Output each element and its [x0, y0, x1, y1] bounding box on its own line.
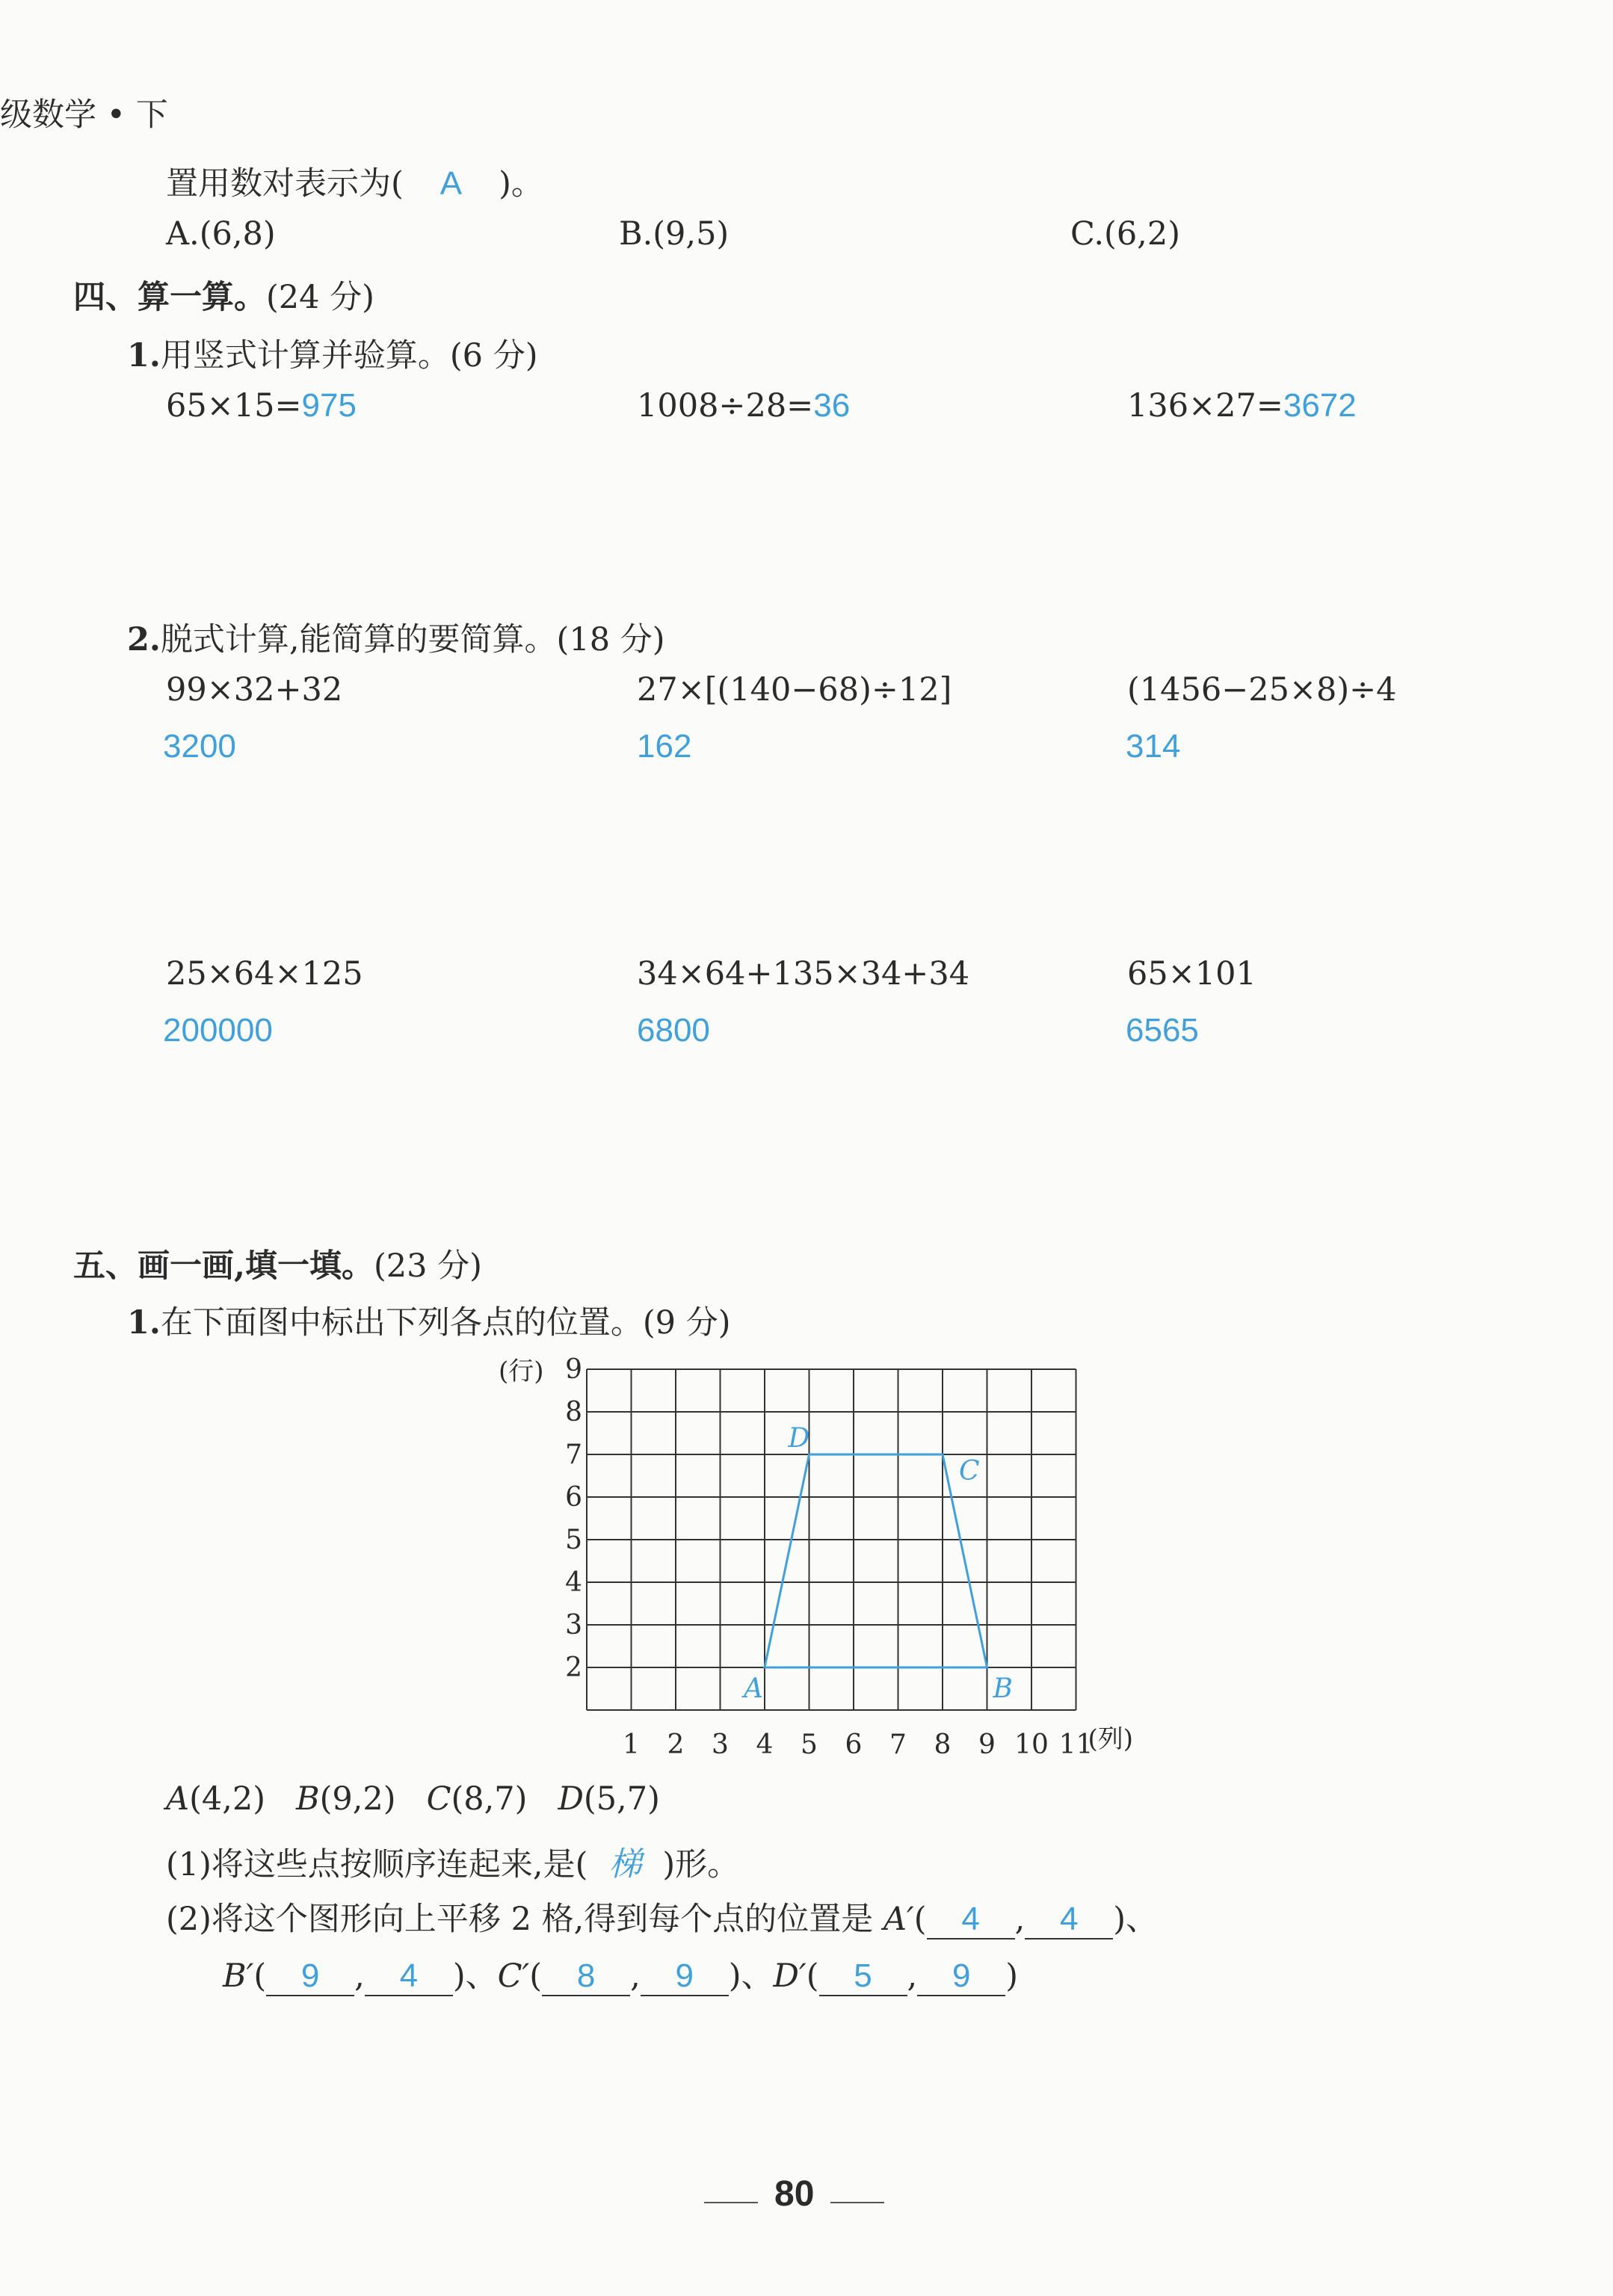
x-tick-label: 4: [756, 1729, 774, 1760]
prev-stem-right: )。: [499, 165, 543, 203]
grid-lines: [587, 1369, 1076, 1710]
y-tick-label: 7: [565, 1439, 582, 1470]
step-calc-answer-3: 314: [1126, 728, 1181, 765]
point-c-coord: (8,7): [451, 1780, 528, 1818]
point-label-a: A: [744, 1673, 763, 1704]
x-tick-label: 7: [889, 1729, 907, 1760]
s4-q1-title: 用竖式计算并验算。(6 分): [160, 337, 538, 374]
step-calc-expr-2: 27×[(140−68)÷12]: [637, 671, 952, 709]
point-a-coord: (4,2): [189, 1780, 265, 1818]
y-tick-labels: [565, 1354, 582, 1683]
section4-heading: [73, 272, 374, 318]
x-tick-labels: [623, 1729, 1093, 1760]
x-tick-label: 8: [934, 1729, 952, 1760]
prev-stem-left: 置用数对表示为(: [166, 165, 404, 203]
x-tick-label: 1: [623, 1729, 640, 1760]
point-b-coord: (9,2): [319, 1780, 396, 1818]
x-tick-label: 9: [978, 1729, 996, 1760]
s5-q1-heading: [127, 1297, 730, 1343]
sub-question-1: [166, 1837, 739, 1885]
point-a-name: A: [166, 1780, 190, 1818]
y-tick-label: 6: [565, 1482, 582, 1513]
x-tick-label: 2: [667, 1729, 685, 1760]
s4-q2-title: 脱式计算,能简算的要简算。(18 分): [160, 621, 665, 658]
point-label-d: D: [788, 1423, 810, 1454]
sub-question-2-line1: (2)将这个图形向上平移 2 格,得到每个点的位置是 A′( 4 , 4 )、: [166, 1901, 1159, 1938]
b-prime-x-blank: 9: [266, 1957, 354, 1996]
vertical-calc-3: [1127, 387, 1357, 425]
s5-q1-title: 在下面图中标出下列各点的位置。(9 分): [160, 1304, 731, 1342]
s4-q1-heading: [127, 330, 537, 376]
point-d-coord: (5,7): [583, 1780, 660, 1818]
step-calc-expr-6: 65×101: [1127, 955, 1256, 993]
option-a: A.(6,8): [166, 215, 276, 253]
y-tick-label: 8: [565, 1397, 582, 1428]
a-prime-label: A′: [883, 1901, 914, 1938]
c-prime-y-blank: 9: [641, 1957, 729, 1996]
x-axis-label: (列): [1088, 1724, 1134, 1754]
point-label-c: C: [959, 1456, 980, 1487]
trapezoid-outline: [765, 1454, 987, 1667]
step-calc-expr-5: 34×64+135×34+34: [637, 955, 970, 993]
calc-expr: 136×27=: [1127, 387, 1283, 425]
a-prime-x-blank: 4: [927, 1901, 1015, 1939]
step-calc-answer-6: 6565: [1126, 1012, 1199, 1049]
trapezoid-shape: [765, 1454, 987, 1667]
prev-question-stem: [166, 158, 543, 204]
point-d-name: D: [558, 1780, 584, 1818]
s4-q1-num: 1.: [127, 337, 161, 374]
c-prime-label: C′: [497, 1957, 530, 1995]
c-prime-x-blank: 8: [542, 1957, 630, 1996]
vertical-calc-2: [637, 387, 850, 425]
step-calc-answer-4: 200000: [163, 1012, 273, 1049]
y-axis-label: (行): [499, 1357, 544, 1386]
x-tick-label: 10: [1014, 1729, 1049, 1760]
y-tick-label: 3: [565, 1610, 582, 1641]
y-tick-label: 2: [565, 1652, 582, 1683]
y-tick-label: 5: [565, 1525, 582, 1555]
step-calc-answer-2: 162: [637, 728, 692, 765]
option-c: C.(6,2): [1070, 215, 1180, 253]
page-number: 80: [774, 2174, 815, 2214]
calc-expr: 65×15=: [166, 387, 302, 425]
sub1-answer: 梯: [608, 1845, 642, 1883]
s5-q1-num: 1.: [127, 1304, 161, 1342]
d-prime-label: D′: [773, 1957, 806, 1995]
vertical-calc-1: [166, 387, 357, 425]
running-header: 级数学 • 下: [0, 96, 168, 134]
b-prime-label: B′: [223, 1957, 254, 1995]
section5-heading: [73, 1241, 482, 1286]
prev-answer: A: [440, 165, 463, 202]
calc-answer: 36: [813, 387, 851, 424]
footer-dash-left: [704, 2202, 758, 2203]
calc-answer: 3672: [1283, 387, 1357, 424]
s4-q2-num: 2.: [127, 621, 161, 658]
step-calc-answer-1: 3200: [163, 728, 236, 765]
step-calc-expr-4: 25×64×125: [166, 955, 363, 993]
a-prime-y-blank: 4: [1025, 1901, 1113, 1939]
d-prime-y-blank: 9: [917, 1957, 1005, 1996]
point-c-name: C: [426, 1780, 451, 1818]
sub2-text: (2)将这个图形向上平移 2 格,得到每个点的位置是: [166, 1901, 874, 1938]
x-tick-label: 3: [712, 1729, 729, 1760]
b-prime-y-blank: 4: [365, 1957, 453, 1996]
x-tick-label: 11: [1058, 1729, 1094, 1760]
point-labels: [741, 1423, 1013, 1704]
sub-question-2-line2: B′( 9 , 4 )、C′( 8 , 9 )、D′( 5 , 9 ): [223, 1957, 1018, 1995]
section4-title: 四、算一算。: [73, 279, 266, 316]
footer-dash-right: [830, 2202, 884, 2203]
s4-q2-heading: [127, 614, 665, 660]
point-b-name: B: [296, 1780, 320, 1818]
points-coordinates: [166, 1780, 660, 1818]
sub1-left: (1)将这些点按顺序连起来,是(: [166, 1846, 588, 1883]
d-prime-x-blank: 5: [819, 1957, 907, 1996]
coordinate-grid: [478, 1345, 1151, 1764]
y-tick-label: 4: [565, 1567, 582, 1598]
x-tick-label: 5: [801, 1729, 818, 1760]
calc-answer: 975: [301, 387, 357, 424]
point-label-b: B: [993, 1673, 1013, 1704]
step-calc-expr-1: 99×32+32: [166, 671, 343, 709]
page-footer: [688, 2173, 901, 2215]
section5-title: 五、画一画,填一填。: [73, 1247, 374, 1285]
x-tick-label: 6: [845, 1729, 863, 1760]
step-calc-expr-3: (1456−25×8)÷4: [1127, 671, 1397, 709]
section4-score: (24 分): [266, 279, 374, 316]
calc-expr: 1008÷28=: [637, 387, 814, 425]
step-calc-answer-5: 6800: [637, 1012, 710, 1049]
section5-score: (23 分): [373, 1247, 482, 1285]
option-b: B.(9,5): [619, 215, 730, 253]
sub1-right: )形。: [662, 1846, 740, 1883]
y-tick-label: 9: [565, 1354, 582, 1385]
